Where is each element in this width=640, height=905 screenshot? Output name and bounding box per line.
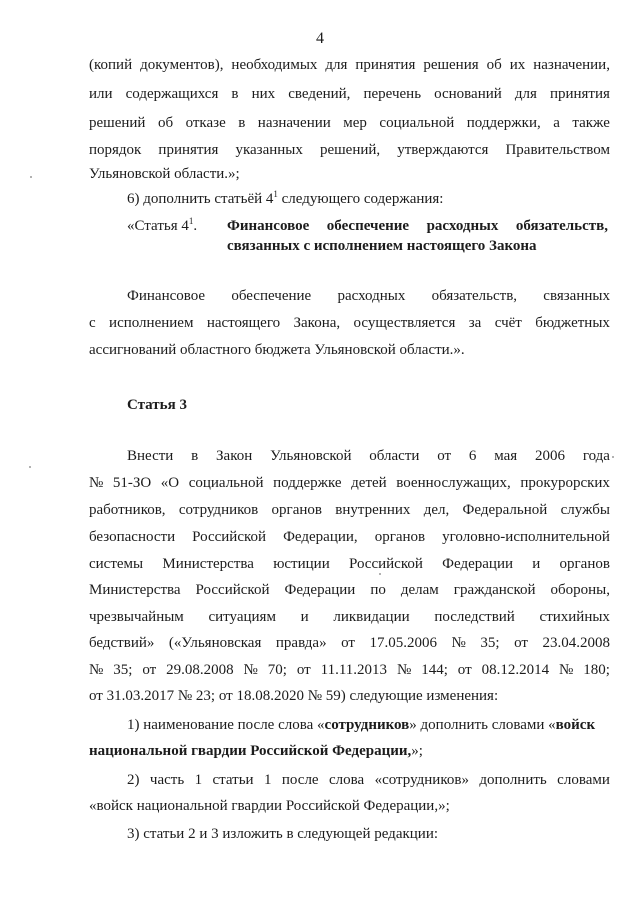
word: содержащихся — [125, 86, 219, 102]
word: гражданской — [453, 582, 536, 598]
word: статьи — [212, 772, 254, 788]
article-title-line — [227, 216, 608, 236]
word: для — [325, 57, 348, 73]
scan-speck — [612, 456, 614, 458]
word: необходимых — [231, 57, 318, 73]
word: поддержки, — [466, 115, 541, 131]
word: № — [243, 662, 258, 678]
paragraph-line — [127, 287, 610, 305]
word: также — [572, 115, 610, 131]
word: № — [558, 662, 574, 678]
word: безопасности — [89, 529, 176, 545]
word: в — [231, 86, 239, 102]
list-item-1: 1) наименование после слова «сотрудников» дополнить словами «войск — [127, 717, 596, 733]
item-text: 6) дополнить статьёй 4 — [127, 191, 274, 207]
word: 1 — [263, 772, 272, 788]
word: 6 — [468, 448, 477, 464]
word: часть — [149, 772, 185, 788]
word: Закона, — [293, 315, 341, 331]
paragraph-line — [89, 56, 610, 74]
word: от — [457, 662, 472, 678]
word: об — [157, 115, 174, 131]
list-item-2-continuation: «войск национальной гвардии Российской Федерации,»; — [89, 798, 450, 814]
word: в — [238, 115, 246, 131]
word: порядок — [89, 142, 142, 158]
word: (копий — [89, 57, 133, 73]
word: оснований — [434, 86, 502, 102]
word: Правительством — [505, 142, 610, 158]
word: № — [89, 475, 104, 491]
word: назначении — [257, 115, 331, 131]
word: мер — [343, 115, 367, 131]
word: 08.12.2014 — [481, 662, 550, 678]
scan-speck — [29, 466, 31, 468]
word: от — [514, 635, 528, 651]
paragraph-line — [89, 634, 610, 652]
word: связанных — [543, 288, 610, 304]
word: обязательств, — [431, 288, 518, 304]
word: ликвидации — [333, 609, 410, 625]
word: от — [296, 662, 311, 678]
page-number: 4 — [316, 30, 324, 47]
paragraph-line — [89, 528, 610, 546]
word: поддержке — [273, 475, 342, 491]
word: детей — [351, 475, 387, 491]
paragraph-line — [89, 474, 610, 492]
paragraph-line — [89, 661, 610, 679]
word: с — [89, 315, 96, 331]
word: 29.08.2008 — [166, 662, 234, 678]
article-label: «Статья $4^1$. — [127, 216, 198, 234]
word: года — [582, 448, 610, 464]
word: социальной — [188, 475, 264, 491]
paragraph-line — [89, 114, 610, 132]
word: 1 — [194, 772, 203, 788]
word: Российской — [195, 582, 270, 598]
paragraph-line — [89, 141, 610, 159]
scan-speck — [379, 573, 381, 575]
word: дел, — [423, 502, 450, 518]
word: решений — [89, 115, 146, 131]
word: работников, — [89, 502, 166, 518]
word: перечень — [363, 86, 422, 102]
paragraph-line — [89, 581, 610, 599]
word: органов — [374, 529, 426, 545]
word: указанных — [235, 142, 303, 158]
word: от — [437, 448, 452, 464]
word: расходных — [337, 288, 406, 304]
word: прокурорских — [520, 475, 610, 491]
word: и — [300, 609, 309, 625]
word: обеспечение — [326, 218, 410, 234]
word: социальной — [379, 115, 455, 131]
word: военнослужащих, — [396, 475, 511, 491]
word: Российской — [192, 529, 267, 545]
word: органов — [559, 556, 610, 572]
word: или — [89, 86, 113, 102]
word: их — [509, 57, 526, 73]
word: утверждаются — [397, 142, 489, 158]
word: 2) — [127, 772, 140, 788]
word: 180; — [583, 662, 610, 678]
word: принятия — [158, 142, 219, 158]
word: от — [142, 662, 157, 678]
article-title-line: связанных с исполнением настоящего Закона — [227, 238, 537, 254]
word: а — [553, 115, 560, 131]
list-item-1-continuation: национальной гвардии Российской Федерации,»; — [89, 743, 423, 759]
word: стихийных — [539, 609, 610, 625]
list-item-6 — [127, 190, 443, 208]
word: 17.05.2006 — [369, 635, 438, 651]
word: системы — [89, 556, 144, 572]
word: об — [486, 57, 502, 73]
word: Федерации — [284, 582, 356, 598]
word: сотрудников — [178, 502, 259, 518]
word: № — [89, 662, 104, 678]
list-item-3: 3) статьи 2 и 3 изложить в следующей редакции: — [127, 826, 439, 842]
word: бюджетных — [535, 315, 610, 331]
word: 51-ЗО — [112, 475, 152, 491]
word: правда» — [275, 635, 327, 651]
word: расходных — [426, 218, 499, 234]
word: 70; — [267, 662, 287, 678]
word: Министерства — [162, 556, 254, 572]
paragraph-line — [89, 85, 610, 103]
word: документов), — [140, 57, 224, 73]
word: обороны, — [550, 582, 610, 598]
word: обязательств, — [515, 218, 608, 234]
word: них — [251, 86, 276, 102]
word: словами — [557, 772, 610, 788]
word: после — [281, 772, 319, 788]
word: («Ульяновская — [168, 635, 262, 651]
word: Федеральной — [462, 502, 548, 518]
word: сведений, — [288, 86, 351, 102]
paragraph-line: Ульяновской области.»; — [89, 166, 240, 182]
word: бедствий» — [89, 635, 155, 651]
article-title — [227, 216, 608, 256]
word: Закон — [216, 448, 253, 464]
word: дополнить — [479, 772, 547, 788]
paragraph-line — [89, 608, 610, 626]
word: Ульяновской — [270, 448, 352, 464]
word: юстиции — [273, 556, 330, 572]
word: принятия — [549, 86, 610, 102]
paragraph-line: ассигнований областного бюджета Ульяновской области.». — [89, 342, 465, 358]
superscript: 1 — [273, 189, 278, 199]
word: решения — [423, 57, 479, 73]
word: Финансовое — [227, 218, 310, 234]
item-text: следующего содержания: — [277, 191, 444, 207]
word: Внести — [127, 448, 174, 464]
word: ситуациям — [208, 609, 276, 625]
word: Федерации — [442, 556, 513, 572]
paragraph-line: от 31.03.2017 № 23; от 18.08.2020 № 59) следующие изменения: — [89, 688, 499, 704]
word: внутренних — [335, 502, 411, 518]
word: 2006 — [535, 448, 565, 464]
word: для — [514, 86, 537, 102]
word: настоящего — [206, 315, 281, 331]
word: уголовно-исполнительной — [442, 529, 610, 545]
word: 35; — [480, 635, 500, 651]
word: по — [370, 582, 386, 598]
word: Министерства — [89, 582, 181, 598]
word: «сотрудников» — [374, 772, 469, 788]
word: от — [341, 635, 355, 651]
word: осуществляется — [353, 315, 456, 331]
paragraph-line — [127, 447, 610, 465]
word: службы — [560, 502, 610, 518]
word: 144; — [421, 662, 448, 678]
word: последствий — [434, 609, 515, 625]
word: и — [532, 556, 541, 572]
word: обеспечение — [231, 288, 312, 304]
word: слова — [329, 772, 365, 788]
word: № — [451, 635, 466, 651]
word: за — [468, 315, 482, 331]
word: принятия — [355, 57, 416, 73]
paragraph-line — [89, 555, 610, 573]
word: 11.11.2013 — [320, 662, 388, 678]
word: органов — [271, 502, 322, 518]
word: области — [369, 448, 420, 464]
word: счёт — [494, 315, 522, 331]
word: Финансовое — [127, 288, 206, 304]
word: № — [396, 662, 412, 678]
word: чрезвычайным — [89, 609, 184, 625]
word: 35; — [113, 662, 133, 678]
word: отказе — [185, 115, 226, 131]
article-3-heading: Статья 3 — [127, 397, 187, 413]
word: 23.04.2008 — [542, 635, 610, 651]
word: делам — [400, 582, 439, 598]
word: назначении, — [533, 57, 610, 73]
word: мая — [494, 448, 518, 464]
scan-speck — [30, 176, 32, 178]
paragraph-line — [89, 314, 610, 332]
list-item-2 — [127, 771, 610, 789]
word: Федерации, — [283, 529, 358, 545]
word: исполнением — [109, 315, 194, 331]
paragraph-line — [89, 501, 610, 519]
word: «О — [160, 475, 180, 491]
word: решений, — [319, 142, 381, 158]
word: в — [191, 448, 199, 464]
word: Российской — [348, 556, 423, 572]
